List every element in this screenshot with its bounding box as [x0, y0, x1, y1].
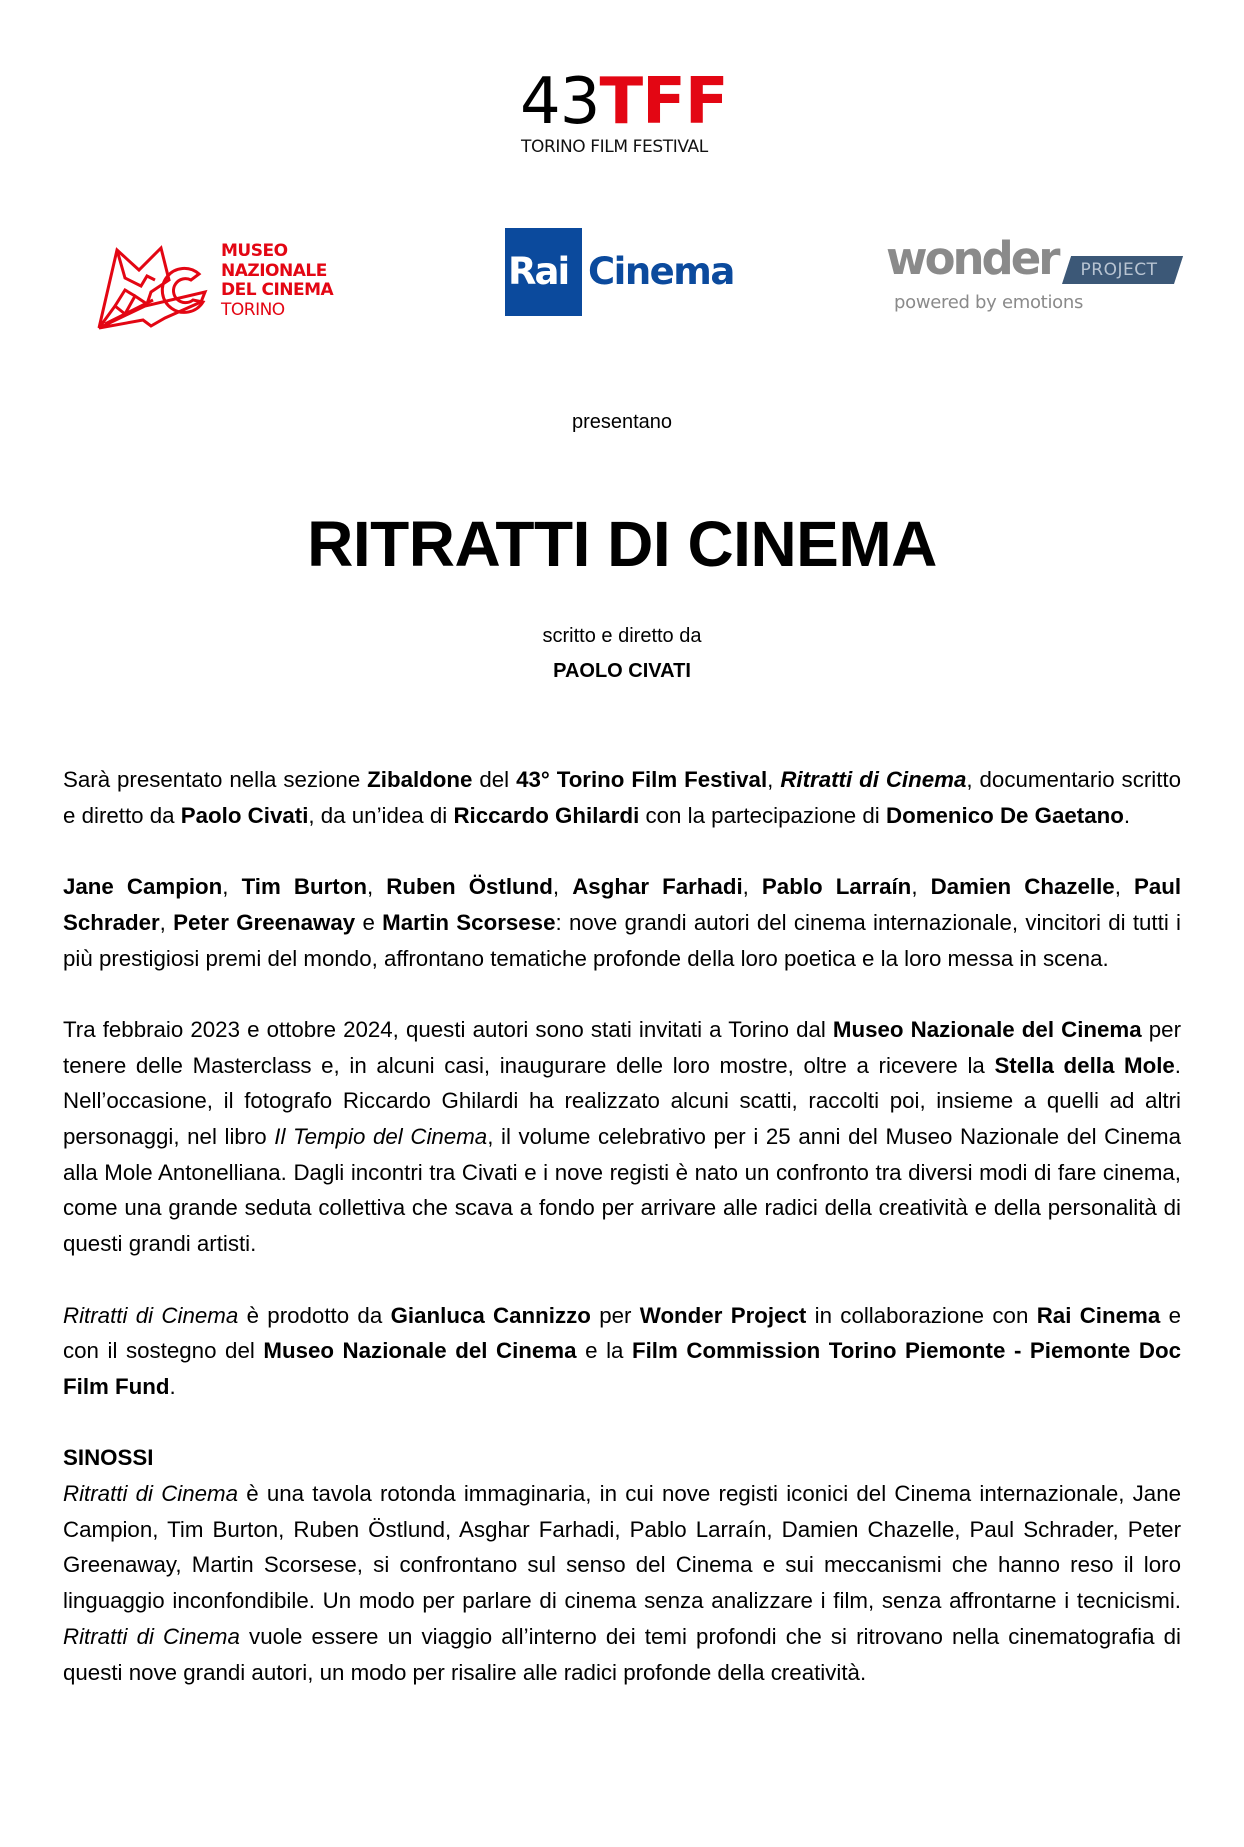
tff-logo [520, 65, 730, 160]
wonder-logo-word: wonder [886, 232, 1058, 285]
tff-logo-subtitle: TORINO FILM FESTIVAL [521, 137, 708, 157]
paragraph-production: Ritratti di Cinema è prodotto da Gianluca Cannizzo per Wonder Project in collaborazione con Rai Cinema e con il sostegno del Museo Nazionale del Cinema e la Film Commission Torino Piemonte - Piemonte Doc Film Fund. [63, 1302, 1181, 1399]
sinossi-heading: SINOSSI [63, 1445, 154, 1471]
rai-logo-box: Rai [505, 228, 582, 316]
rai-logo-word: Cinema [588, 250, 734, 293]
presentano-text: presentano [571, 411, 673, 433]
wonder-logo-tagline: powered by emotions [894, 292, 1084, 313]
wonder-logo-tag: PROJECT [1062, 256, 1183, 284]
page-title: RITRATTI DI CINEMA [307, 508, 937, 580]
credit-label: scritto e diretto da [542, 625, 702, 647]
wonder-project-logo [886, 232, 1176, 320]
tff-logo-number: 43TFF [520, 65, 728, 139]
paragraph-sinossi: Ritratti di Cinema è una tavola rotonda immaginaria, in cui nove registi iconici del Cinema internazionale, Jane Campion, Tim Burton, Ruben Östlund, Asghar Farhadi, Pablo Larraín, Damien Chazelle, Paul Schrader, Peter Greenaway, Martin Scorsese, si confrontano sul senso del Cinema e sui meccanismi che hanno reso il loro linguaggio inconfondibile. Un modo per parlare di cinema senza analizzare i film, senza affrontarne i tecnicismi. Ritratti di Cinema vuole essere un viaggio all’interno dei temi profondi che si ritrovano nella cinematografia di questi nove grandi autori, un modo per risalire alle radici profonde della creatività. [63, 1481, 1182, 1685]
museo-mole-icon [95, 240, 215, 332]
press-release-body [63, 762, 1181, 1726]
paragraph-background: Tra febbraio 2023 e ottobre 2024, questi autori sono stati invitati a Torino dal Museo Nazionale del Cinema per tenere delle Masterclass e, in alcuni casi, inaugurare delle loro mostre, oltre a ricevere la Stella della Mole. Nell’occasione, il fotografo Riccardo Ghilardi ha realizzato alcuni scatti, raccolti poi, insieme a quelli ad altri personaggi, nel libro Il Tempio del Cinema, il volume celebrativo per i 25 anni del Museo Nazionale del Cinema alla Mole Antonelliana. Dagli incontri tra Civati e i nove registi è nato un confronto tra diversi modi di fare cinema, come una grande seduta collettiva che scava a fondo per arrivare alle radici della creatività e della personalità di questi grandi artisti. [63, 1016, 1182, 1257]
museo-nazionale-cinema-logo [95, 240, 365, 332]
paragraph-directors: Jane Campion, Tim Burton, Ruben Östlund, Asghar Farhadi, Pablo Larraín, Damien Chazelle, Paul Schrader, Peter Greenaway e Martin Scorsese: nove grandi autori del cinema internazionale, vincitori di tutti i più prestigiosi premi del mondo, affrontano tematiche profonde della loro poetica e la loro messa in scena. [63, 874, 1182, 971]
paragraph-presentation: Sarà presentato nella sezione Zibaldone del 43° Torino Film Festival, Ritratti di Cinema, documentario scritto e diretto da Paolo Civati, da un’idea di Riccardo Ghilardi con la partecipazione di Domenico De Gaetano. [63, 767, 1182, 828]
rai-cinema-logo [505, 228, 750, 316]
museo-logo-text: MUSEO NAZIONALE DEL CINEMA TORINO [221, 241, 334, 320]
director-name: PAOLO CIVATI [553, 660, 691, 682]
